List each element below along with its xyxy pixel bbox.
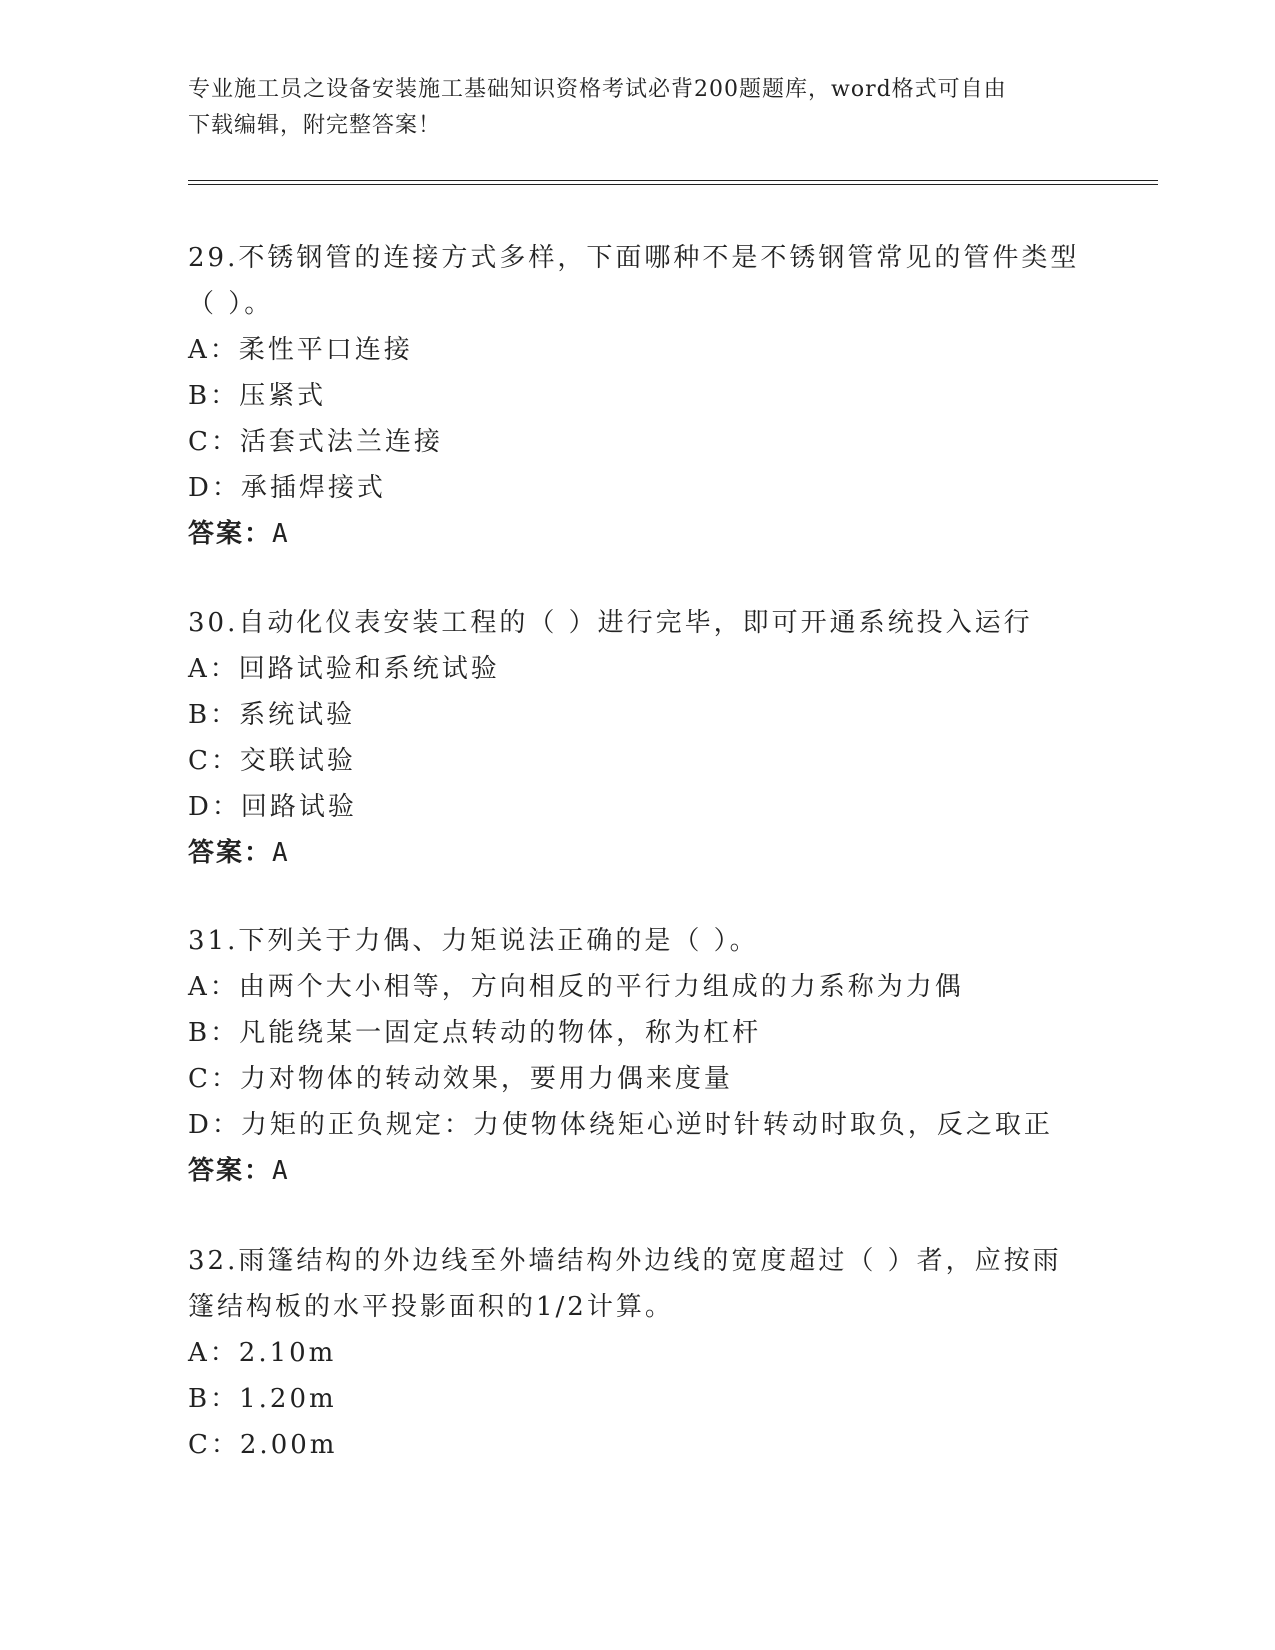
option-b: B：压紧式 xyxy=(188,381,327,411)
answer-label: 答案： xyxy=(188,1156,273,1186)
option-c: C：力对物体的转动效果，要用力偶来度量 xyxy=(188,1064,733,1094)
question-30 xyxy=(188,600,1088,876)
header-divider-top xyxy=(188,180,1158,181)
option-c: C：2.00m xyxy=(188,1430,338,1460)
option-b: B：系统试验 xyxy=(188,700,356,730)
option-a: A：回路试验和系统试验 xyxy=(188,654,500,684)
option-b: B：凡能绕某一固定点转动的物体，称为杠杆 xyxy=(188,1018,762,1048)
question-stem: 30.自动化仪表安装工程的（ ）进行完毕，即可开通系统投入运行 xyxy=(188,608,1033,638)
question-stem: 32.雨篷结构的外边线至外墙结构外边线的宽度超过（ ）者，应按雨 xyxy=(188,1246,1062,1276)
option-d: D：回路试验 xyxy=(188,792,357,822)
option-b: B：1.20m xyxy=(188,1384,337,1414)
answer-label: 答案： xyxy=(188,519,273,549)
header-title-line-2: 下载编辑，附完整答案！ xyxy=(188,113,442,138)
question-32 xyxy=(188,1238,1088,1468)
option-d: D：承插焊接式 xyxy=(188,473,386,503)
option-a: A：柔性平口连接 xyxy=(188,335,413,365)
question-stem-continued: 篷结构板的水平投影面积的1/2计算。 xyxy=(188,1292,674,1322)
document-header xyxy=(188,72,1088,144)
question-stem: 31.下列关于力偶、力矩说法正确的是（ ）。 xyxy=(188,926,759,956)
answer-value: A xyxy=(272,838,290,868)
question-stem: 29.不锈钢管的连接方式多样，下面哪种不是不锈钢管常见的管件类型 xyxy=(188,243,1080,273)
option-a: A：由两个大小相等，方向相反的平行力组成的力系称为力偶 xyxy=(188,972,964,1002)
answer-line xyxy=(188,830,1088,876)
option-d: D：力矩的正负规定：力使物体绕矩心逆时针转动时取负，反之取正 xyxy=(188,1110,1053,1140)
header-divider-bottom xyxy=(188,184,1158,185)
question-29 xyxy=(188,235,1088,557)
answer-value: A xyxy=(272,1156,290,1186)
answer-value: A xyxy=(272,519,290,549)
question-31 xyxy=(188,918,1088,1194)
option-c: C：交联试验 xyxy=(188,746,356,776)
option-c: C：活套式法兰连接 xyxy=(188,427,443,457)
answer-line xyxy=(188,511,1088,557)
option-a: A：2.10m xyxy=(188,1338,337,1368)
answer-line xyxy=(188,1148,1088,1194)
header-title-line-1: 专业施工员之设备安装施工基础知识资格考试必背200题题库，word格式可自由 xyxy=(188,77,1007,102)
answer-label: 答案： xyxy=(188,838,273,868)
question-stem-continued: （ ）。 xyxy=(188,289,274,319)
